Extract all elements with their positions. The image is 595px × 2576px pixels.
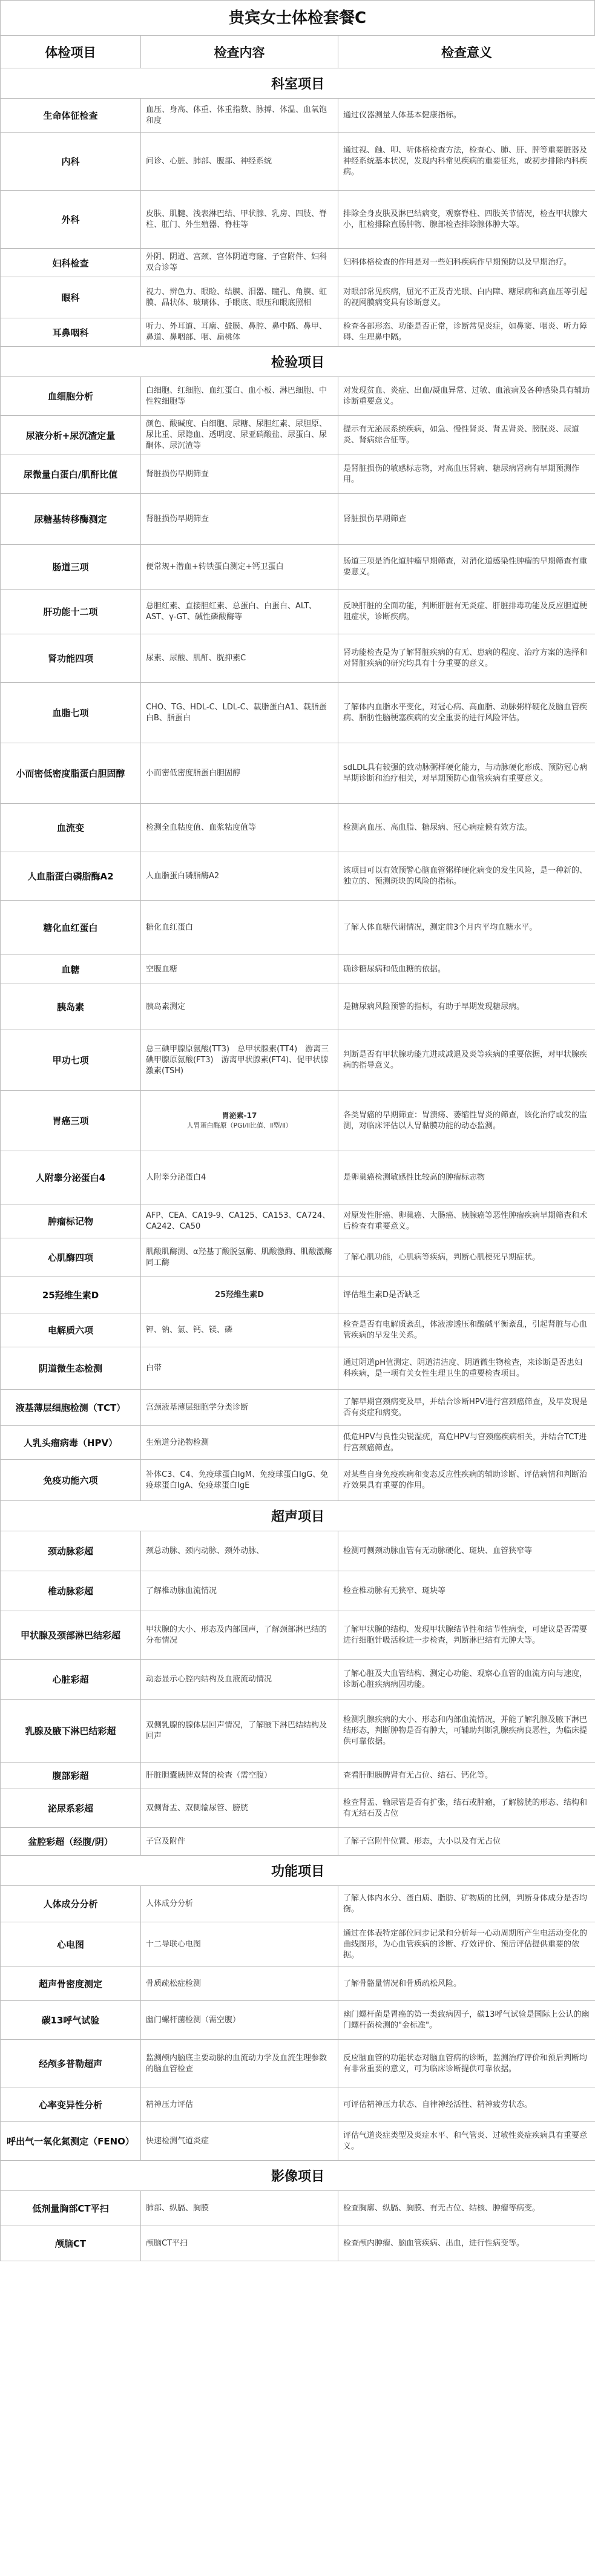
- item-name: 心肌酶四项: [1, 1238, 141, 1277]
- item-name: 耳鼻咽科: [1, 318, 141, 347]
- table-row: [1, 133, 595, 191]
- table-row: [1, 852, 595, 901]
- section-title: 功能项目: [1, 1856, 595, 1886]
- item-meaning: 了解骨骼量情况和骨质疏松风险。: [338, 1967, 595, 2001]
- item-content: 总三碘甲腺原氨酸(TT3) 总甲状腺素(TT4) 游离三碘甲腺原氨酸(FT3) 游离甲状腺素(FT4)、促甲状腺激素(TSH): [141, 1030, 338, 1091]
- item-name: 外科: [1, 191, 141, 249]
- item-name: 人乳头瘤病毒（HPV）: [1, 1426, 141, 1460]
- item-content: 白带: [141, 1347, 338, 1390]
- table-row: [1, 318, 595, 347]
- table-row: [1, 277, 595, 318]
- item-meaning: 了解甲状腺的结构、发现甲状腺结节性和结节性病变，可建议是否需要进行细胞针吸活检进一步检查，判断淋巴结有无肿大等。: [338, 1611, 595, 1660]
- item-content: 骨质疏松症检测: [141, 1967, 338, 2001]
- item-meaning: 检测乳腺疾病的大小、形态和内部血流情况，并能了解乳腺及腋下淋巴结形态，判断肿物是否有肿大，可辅助判断乳腺疾病良恶性，为临床提供可靠依据。: [338, 1700, 595, 1763]
- section-header-row: [1, 1856, 595, 1886]
- item-content: 快速检测气道炎症: [141, 2122, 338, 2161]
- table-row: [1, 1789, 595, 1828]
- item-content-desc: 人胃蛋白酶原（PGⅠ/Ⅱ比值、Ⅱ型/Ⅱ）: [186, 1122, 292, 1129]
- item-content: 十二导联心电图: [141, 1922, 338, 1967]
- item-meaning: 是肾脏损伤的敏感标志物，对高血压肾病、糖尿病肾病有早期预测作用。: [338, 455, 595, 494]
- item-meaning: 通过阴道pH值测定、阴道清洁度、阴道微生物检查，来诊断是否患妇科疾病，是一项有关女性生理卫生的重要检查项目。: [338, 1347, 595, 1390]
- item-content: 总胆红素、直接胆红素、总蛋白、白蛋白、ALT、AST、γ-GT、碱性磷酸酶等: [141, 590, 338, 634]
- item-content-title: 胃泌素-17: [222, 1111, 257, 1120]
- item-name: 25羟维生素D: [1, 1277, 141, 1313]
- section-title: 检验项目: [1, 347, 595, 377]
- section-title: 科室项目: [1, 68, 595, 99]
- item-content: 颜色、酸碱度、白细胞、尿糖、尿胆红素、尿胆原、尿比重、尿隐血、透明度、尿亚硝酸盐、尿蛋白、尿酮体、尿沉渣等: [141, 416, 338, 455]
- section-header-row: [1, 347, 595, 377]
- table-row: [1, 984, 595, 1030]
- table-row: [1, 1660, 595, 1700]
- item-content: 人血脂蛋白磷脂酶A2: [141, 852, 338, 901]
- table-row: [1, 743, 595, 804]
- item-content: 肌酸肌酶测、α羟基丁酸脱氢酶、肌酸激酶、肌酸激酶同工酶: [141, 1238, 338, 1277]
- item-name: 阴道微生态检测: [1, 1347, 141, 1390]
- item-content: 动态显示心腔内结构及血液流动情况: [141, 1660, 338, 1700]
- table-row: [1, 1091, 595, 1151]
- item-name: 甲功七项: [1, 1030, 141, 1091]
- item-content: AFP、CEA、CA19-9、CA125、CA153、CA724、CA242、CA50: [141, 1204, 338, 1238]
- table-row: [1, 249, 595, 277]
- item-content: 便常规+潜血+转铁蛋白测定+钙卫蛋白: [141, 545, 338, 590]
- item-meaning: 检查肾盂、输尿管是否有扩张，结石或肿瘤，了解膀胱的形态、结构和有无结石及占位: [338, 1789, 595, 1828]
- header-meaning: 检查意义: [338, 36, 595, 68]
- item-content: 小而密低密度脂蛋白胆固醇: [141, 743, 338, 804]
- item-meaning: 了解心肌功能，心肌病等疾病，判断心肌梗死早期症状。: [338, 1238, 595, 1277]
- table-row: [1, 416, 595, 455]
- item-meaning: 反映肝脏的全面功能，判断肝脏有无炎症、肝脏排毒功能及反应胆道梗阻症状，诊断疾病。: [338, 590, 595, 634]
- item-meaning: 检查颅内肿瘤、脑血管疾病、出血，进行性病变等。: [338, 2226, 595, 2261]
- item-meaning: 该项目可以有效预警心脑血管粥样硬化病变的发生风险，是一种新的、独立的、预测斑块的风险的指标。: [338, 852, 595, 901]
- item-name: 眼科: [1, 277, 141, 318]
- item-meaning: 评估维生素D是否缺乏: [338, 1277, 595, 1313]
- item-name: 超声骨密度测定: [1, 1967, 141, 2001]
- item-meaning: 确诊糖尿病和低血糖的依据。: [338, 955, 595, 984]
- item-content: 问诊、心脏、肺部、腹部、神经系统: [141, 133, 338, 191]
- table-row: [1, 1611, 595, 1660]
- item-content: 宫颈液基薄层细胞学分类诊断: [141, 1390, 338, 1426]
- item-content: 双侧乳腺的腺体层回声情况，了解腋下淋巴结结构及回声: [141, 1700, 338, 1763]
- item-content: 人体成分分析: [141, 1886, 338, 1922]
- item-name: 人血脂蛋白磷脂酶A2: [1, 852, 141, 901]
- header-item: 体检项目: [1, 36, 141, 68]
- item-content: 生殖道分泌物检测: [141, 1426, 338, 1460]
- package-table: [0, 35, 595, 2261]
- table-row: [1, 1967, 595, 2001]
- item-meaning: 妇科体格检查的作用是对一些妇科疾病作早期预防以及早期治疗。: [338, 249, 595, 277]
- table-row: [1, 683, 595, 743]
- item-name: 盆腔彩超（经腹/阴）: [1, 1828, 141, 1856]
- table-row: [1, 1531, 595, 1571]
- section-title: 超声项目: [1, 1501, 595, 1531]
- item-name: 低剂量胸部CT平扫: [1, 2191, 141, 2226]
- item-name: 呼出气一氧化氮测定（FENO）: [1, 2122, 141, 2161]
- item-name: 心脏彩超: [1, 1660, 141, 1700]
- item-meaning: 排除全身皮肤及淋巴结病变，观察脊柱、四肢关节情况，检查甲状腺大小，肛检排除直肠肿物、腺部检查排除腺体肿大等。: [338, 191, 595, 249]
- item-name: 肿瘤标记物: [1, 1204, 141, 1238]
- section-title: 影像项目: [1, 2161, 595, 2191]
- item-content: 血压、身高、体重、体重指数、脉搏、体温、血氧饱和度: [141, 99, 338, 133]
- table-row: [1, 2191, 595, 2226]
- table-row: [1, 1922, 595, 1967]
- table-header-row: [1, 36, 595, 68]
- item-meaning: 通过仪器测量人体基本健康指标。: [338, 99, 595, 133]
- item-content: 肾脏损伤早期筛查: [141, 494, 338, 545]
- item-name: 颈动脉彩超: [1, 1531, 141, 1571]
- item-name: 肝功能十二项: [1, 590, 141, 634]
- item-meaning: 检测高血压、高血脂、糖尿病、冠心病症候有效方法。: [338, 804, 595, 852]
- item-meaning: 检查椎动脉有无狭窄、斑块等: [338, 1571, 595, 1611]
- item-name: 经颅多普勒超声: [1, 2040, 141, 2088]
- item-name: 小而密低密度脂蛋白胆固醇: [1, 743, 141, 804]
- item-content: 精神压力评估: [141, 2088, 338, 2122]
- item-meaning: 是糖尿病风险预警的指标，有助于早期发现糖尿病。: [338, 984, 595, 1030]
- item-name: 血糖: [1, 955, 141, 984]
- table-row: [1, 2122, 595, 2161]
- section-header-row: [1, 1501, 595, 1531]
- item-name: 泌尿系彩超: [1, 1789, 141, 1828]
- table-row: [1, 1763, 595, 1789]
- table-row: [1, 1347, 595, 1390]
- item-name: 糖化血红蛋白: [1, 901, 141, 955]
- table-row: [1, 1313, 595, 1347]
- item-meaning: 通过在体表特定部位同步记录和分析每一心动周期所产生电活动变化的曲线图形，为心血管疾病的诊断、疗效评价、预后评估提供重要的依据。: [338, 1922, 595, 1967]
- item-name: 电解质六项: [1, 1313, 141, 1347]
- header-content: 检查内容: [141, 36, 338, 68]
- item-name: 尿微量白蛋白/肌酐比值: [1, 455, 141, 494]
- item-content: 幽门螺杆菌检测（需空腹）: [141, 2001, 338, 2040]
- item-meaning: 对某些自身免疫疾病和变态反应性疾病的辅助诊断、评估病情和判断治疗效果具有重要的作用。: [338, 1460, 595, 1501]
- table-row: [1, 634, 595, 683]
- item-content: 补体C3、C4、免疫球蛋白IgM、免疫球蛋白IgG、免疫球蛋白IgA、免疫球蛋白IgE: [141, 1460, 338, 1501]
- item-content: 人附睾分泌蛋白4: [141, 1151, 338, 1204]
- table-row: [1, 1886, 595, 1922]
- item-meaning: 检查各部形态、功能是否正常，诊断常见炎症，如鼻窦、咽炎、听力障碍、生理鼻中隔。: [338, 318, 595, 347]
- item-meaning: 对眼部常见疾病，屈光不正及青光眼、白内障、糖尿病和高血压等引起的视网膜病变具有诊断意义。: [338, 277, 595, 318]
- item-meaning: 对发现贫血、炎症、出血/凝血异常、过敏、血液病及各种感染具有辅助诊断重要意义。: [338, 377, 595, 416]
- item-content: 视力、辨色力、眼睑、结膜、泪器、瞳孔、角膜、虹膜、晶状体、玻璃体、手眼底、眼压和眼底照相: [141, 277, 338, 318]
- item-content: 皮肤、肌腱、浅表淋巴结、甲状腺、乳房、四肢、脊柱、肛门、外生殖器、脊柱等: [141, 191, 338, 249]
- section-header-row: [1, 2161, 595, 2191]
- item-content: 了解椎动脉血流情况: [141, 1571, 338, 1611]
- item-meaning: 低危HPV与良性尖锐湿疣，高危HPV与宫颈癌疾病相关，并结合TCT进行宫颈癌筛查。: [338, 1426, 595, 1460]
- item-meaning: 了解体内血脂水平变化，对冠心病、高血脂、动脉粥样硬化及脑血管疾病、脂肪性脑梗塞疾病的安全重要的进行风险评估。: [338, 683, 595, 743]
- item-meaning: 评估气道炎症类型及炎症水平、和气管炎、过敏性炎症疾病具有重要意义。: [338, 2122, 595, 2161]
- item-name: 胃癌三项: [1, 1091, 141, 1151]
- item-content: 肾脏损伤早期筛查: [141, 455, 338, 494]
- item-meaning: 了解子宫附件位置、形态，大小以及有无占位: [338, 1828, 595, 1856]
- table-row: [1, 1828, 595, 1856]
- table-row: [1, 1151, 595, 1204]
- item-content: 听力、外耳道、耳廓、鼓膜、鼻腔、鼻中隔、鼻甲、鼻道、鼻咽部、咽、扁桃体: [141, 318, 338, 347]
- table-row: [1, 1460, 595, 1501]
- item-name: 碳13呼气试验: [1, 2001, 141, 2040]
- item-meaning: 检查是否有电解质紊乱，体液渗透压和酸碱平衡紊乱，引起肾脏与心血管疾病的早发生关系。: [338, 1313, 595, 1347]
- item-content: 空腹血糖: [141, 955, 338, 984]
- item-meaning: 了解心脏及大血管结构、测定心功能、观察心血管的血流方向与速度，诊断心脏疾病病因功能。: [338, 1660, 595, 1700]
- item-content: 糖化血红蛋白: [141, 901, 338, 955]
- item-content: 双侧肾盂、双侧输尿管、膀胱: [141, 1789, 338, 1828]
- item-content: 检测全血粘度值、血浆粘度值等: [141, 804, 338, 852]
- item-name: 心电图: [1, 1922, 141, 1967]
- item-meaning: 检测可侧颈动脉血管有无动脉硬化、斑块、血管狭窄等: [338, 1531, 595, 1571]
- item-name: 甲状腺及颈部淋巴结彩超: [1, 1611, 141, 1660]
- item-meaning: 判断是否有甲状腺功能亢进或减退及炎等疾病的重要依据，对甲状腺疾病的指导意义。: [338, 1030, 595, 1091]
- item-name: 尿液分析+尿沉渣定量: [1, 416, 141, 455]
- item-name: 血流变: [1, 804, 141, 852]
- item-name: 人体成分分析: [1, 1886, 141, 1922]
- table-row: [1, 1700, 595, 1763]
- table-row: [1, 1277, 595, 1313]
- table-row: [1, 590, 595, 634]
- item-meaning: 提示有无泌尿系统疾病，如急、慢性肾炎、肾盂肾炎、膀胱炎、尿道炎、肾病综合征等。: [338, 416, 595, 455]
- table-row: [1, 1571, 595, 1611]
- item-meaning: 对原发性肝癌、卵巢癌、大肠癌、胰腺癌等恶性肿瘤疾病早期筛查和术后检查有重要意义。: [338, 1204, 595, 1238]
- section-header-row: [1, 68, 595, 99]
- table-row: [1, 2040, 595, 2088]
- table-row: [1, 2226, 595, 2261]
- table-row: [1, 1204, 595, 1238]
- table-row: [1, 1238, 595, 1277]
- item-name: 内科: [1, 133, 141, 191]
- item-content: 子宫及附件: [141, 1828, 338, 1856]
- item-meaning: 了解人体内水分、蛋白质、脂肪、矿物质的比例，判断身体成分是否均衡。: [338, 1886, 595, 1922]
- item-name: 肾功能四项: [1, 634, 141, 683]
- item-meaning: 幽门螺杆菌是胃癌的第一类致病因子，碳13呼气试验是国际上公认的幽门螺杆菌检测的"金标准"。: [338, 2001, 595, 2040]
- table-row: [1, 804, 595, 852]
- item-content: 外阴、阴道、宫颈、宫体阴道弯窿、子宫附件、妇科双合诊等: [141, 249, 338, 277]
- item-meaning: sdLDL具有较强的致动脉粥样硬化能力，与动脉硬化形成、预防冠心病早期诊断和治疗相关，对早期预防心血管疾病有重要意义。: [338, 743, 595, 804]
- item-meaning: 可评估精神压力状态、自律神经活性、精神疲劳状态。: [338, 2088, 595, 2122]
- item-name: 椎动脉彩超: [1, 1571, 141, 1611]
- item-name: 胰岛素: [1, 984, 141, 1030]
- item-content: 甲状腺的大小、形态及内部回声，了解颈部淋巴结的分布情况: [141, 1611, 338, 1660]
- table-row: [1, 1426, 595, 1460]
- item-meaning: 通过视、触、叩、听体格检查方法，检查心、肺、肝、脾等重要脏器及神经系统基本状况，发现内科常见疾病的重要征兆，或初步排除内科疾病。: [338, 133, 595, 191]
- item-name: 心率变异性分析: [1, 2088, 141, 2122]
- item-content: 25羟维生素D: [141, 1277, 338, 1313]
- item-content: 监测颅内脑底主要动脉的血流动力学及血流生理参数的脑血管检查: [141, 2040, 338, 2088]
- item-name: 血细胞分析: [1, 377, 141, 416]
- item-meaning: 查看肝胆胰脾肾有无占位、结石、钙化等。: [338, 1763, 595, 1789]
- item-content: 白细胞、红细胞、血红蛋白、血小板、淋巴细胞、中性粒细胞等: [141, 377, 338, 416]
- table-row: [1, 99, 595, 133]
- item-content: 肝脏胆囊胰脾双肾的检查（需空腹）: [141, 1763, 338, 1789]
- table-row: [1, 2001, 595, 2040]
- item-name: 肠道三项: [1, 545, 141, 590]
- table-body: [1, 68, 595, 2261]
- table-row: [1, 191, 595, 249]
- table-row: [1, 1030, 595, 1091]
- item-content: 胰岛素测定: [141, 984, 338, 1030]
- item-meaning: 肠道三项是消化道肿瘤早期筛查，对消化道感染性肿瘤的早期筛查有重要意义。: [338, 545, 595, 590]
- package-title: 贵宾女士体检套餐C: [0, 0, 595, 35]
- table-row: [1, 901, 595, 955]
- item-name: 血脂七项: [1, 683, 141, 743]
- item-meaning: 检查胸廓、纵膈、胸膜、有无占位、结核、肿瘤等病变。: [338, 2191, 595, 2226]
- item-content: 肺部、纵膈、胸膜: [141, 2191, 338, 2226]
- item-meaning: 各类胃癌的早期筛查：胃溃疡、萎缩性胃炎的筛查，该化治疗或发的监测，对临床评估以人胃黏膜功能的动态监测。: [338, 1091, 595, 1151]
- item-name: 乳腺及腋下淋巴结彩超: [1, 1700, 141, 1763]
- item-content: 尿素、尿酸、肌酐、胱抑素C: [141, 634, 338, 683]
- table-row: [1, 494, 595, 545]
- item-name: 生命体征检查: [1, 99, 141, 133]
- item-meaning: 肾功能检查是为了解肾脏疾病的有无、患病的程度、治疗方案的选择和对肾脏疾病的研究均具有十分重要的意义。: [338, 634, 595, 683]
- table-row: [1, 2088, 595, 2122]
- item-content: 颅脑CT平扫: [141, 2226, 338, 2261]
- item-name: 颅脑CT: [1, 2226, 141, 2261]
- table-row: [1, 455, 595, 494]
- table-row: [1, 955, 595, 984]
- item-name: 妇科检查: [1, 249, 141, 277]
- item-name: 腹部彩超: [1, 1763, 141, 1789]
- table-row: [1, 377, 595, 416]
- item-name: 人附睾分泌蛋白4: [1, 1151, 141, 1204]
- item-name: 尿糖基转移酶测定: [1, 494, 141, 545]
- table-row: [1, 545, 595, 590]
- item-meaning: 肾脏损伤早期筛查: [338, 494, 595, 545]
- item-name: 液基薄层细胞检测（TCT）: [1, 1390, 141, 1426]
- item-meaning: 是卵巢癌检测敏感性比较高的肿瘤标志物: [338, 1151, 595, 1204]
- item-meaning: 了解早期宫颈病变及早，并结合诊断HPV进行宫颈癌筛查，及早发现是否有炎症和病变。: [338, 1390, 595, 1426]
- item-content: 钾、钠、氯、钙、镁、磷: [141, 1313, 338, 1347]
- item-content: 颈总动脉、颈内动脉、颈外动脉、: [141, 1531, 338, 1571]
- table-row: [1, 1390, 595, 1426]
- item-content: CHO、TG、HDL-C、LDL-C、载脂蛋白A1、载脂蛋白B、脂蛋白: [141, 683, 338, 743]
- item-name: 免疫功能六项: [1, 1460, 141, 1501]
- item-content: [141, 1091, 338, 1151]
- item-meaning: 反应脑血管的功能状态对脑血管病的诊断，监测治疗评价和预后判断均有非常重要的意义，可为临床诊断提供可靠依据。: [338, 2040, 595, 2088]
- item-meaning: 了解人体血糖代谢情况，测定前3个月内平均血糖水平。: [338, 901, 595, 955]
